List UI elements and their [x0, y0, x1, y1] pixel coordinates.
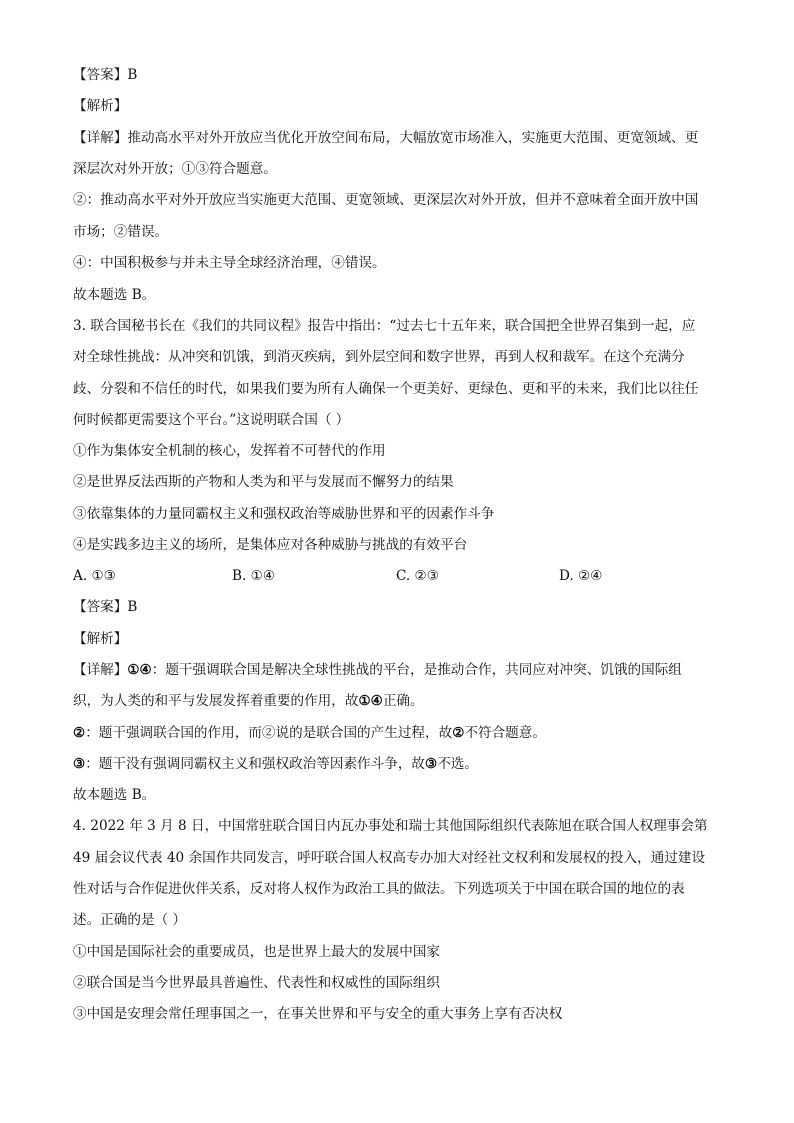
question-stem: 3. 联合国秘书长在《我们的共同议程》报告中指出：“过去七十五年来，联合国把全世界召集到一起，应 — [73, 318, 696, 334]
explanation-text: ：题干没有强调同霸权主义和强权政治等因素作斗争，故 — [85, 756, 426, 772]
explanation-line: 深层次对外开放；①③符合题意。 — [73, 161, 277, 177]
question-stem: 4. 2022 年 3 月 8 日，中国常驻联合国日内瓦办事处和瑞士其他国际组织代表陈旭在联合国人权理事会第 — [73, 818, 708, 834]
question-stem: 歧、分裂和不信任的时代，如果我们要为所有人确保一个更美好、更绿色、更和平的未来，我们比以往任 — [73, 381, 699, 397]
bold-marker: ①④ — [127, 662, 152, 678]
explanation-text: 织，为人类的和平与发展发挥着重要的作用，故 — [73, 693, 359, 709]
explanation-text: 不选。 — [437, 756, 478, 772]
bold-marker: ② — [73, 725, 86, 741]
bold-marker: ③ — [425, 756, 438, 772]
question-stem: 述。正确的是（ ） — [73, 912, 187, 928]
explanation-line: 市场；②错误。 — [73, 224, 169, 240]
detail-tag: 【详解】 — [73, 130, 128, 146]
bold-marker: ② — [452, 725, 465, 741]
statement-item: ④是实践多边主义的场所，是集体应对各种威胁与挑战的有效平台 — [73, 537, 468, 553]
explanation-text: ：题干强调联合国是解决全球性挑战的平台，是推动合作，共同应对冲突、饥饿的国际组 — [151, 662, 682, 678]
question-stem: 49 届会议代表 40 余国作共同发言，呼吁联合国人权高专办加大对经社文权利和发展权的投入，通过建设 — [73, 850, 706, 866]
option-b: B. ①④ — [232, 568, 276, 584]
bold-marker: ①④ — [358, 693, 383, 709]
bold-marker: ③ — [73, 756, 86, 772]
explanation-line — [73, 724, 723, 742]
explanation-line — [73, 755, 723, 773]
question-stem: 性对话与合作促进伙伴关系，反对将人权作为政治工具的做法。下列选项关于中国在联合国的地位的表 — [73, 881, 685, 897]
statement-item: ②是世界反法西斯的产物和人类为和平与发展而不懈努力的结果 — [73, 474, 454, 490]
explanation-text: 不符合题意。 — [464, 725, 546, 741]
statement-item: ③中国是安理会常任理事国之一，在事关世界和平与安全的重大事务上享有否决权 — [73, 1006, 563, 1022]
explanation-text: ：题干强调联合国的作用，而②说的是联合国的产生过程，故 — [85, 725, 453, 741]
explanation-line — [73, 129, 723, 147]
explanation-line — [73, 692, 723, 710]
question-stem: 何时候都更需要这个平台。”这说明联合国（ ） — [73, 412, 350, 428]
explanation-text: 推动高水平对外开放应当优化开放空间布局，大幅放宽市场准入，实施更大范围、更宽领域、更 — [127, 130, 699, 146]
statement-item: ③依靠集体的力量同霸权主义和强权政治等威胁世界和平的因素作斗争 — [73, 506, 495, 522]
explanation-line: ④：中国积极参与并未主导全球经济治理，④错误。 — [73, 255, 386, 271]
answer-label: 【答案】B — [73, 67, 138, 83]
option-c: C. ②③ — [396, 568, 439, 584]
explanation-line — [73, 661, 723, 679]
option-d: D. ②④ — [559, 568, 603, 584]
answer-label: 【答案】B — [73, 599, 138, 615]
statement-item: ①中国是国际社会的重要成员，也是世界上最大的发展中国家 — [73, 944, 441, 960]
option-a: A. ①③ — [73, 568, 116, 584]
explanation-line: ②：推动高水平对外开放应当实施更大范围、更宽领域、更深层次对外开放，但并不意味着全面开放中国 — [73, 192, 699, 208]
statement-item: ①作为集体安全机制的核心，发挥着不可替代的作用 — [73, 443, 386, 459]
detail-tag: 【详解】 — [73, 662, 128, 678]
analysis-label: 【解析】 — [73, 631, 128, 647]
analysis-label: 【解析】 — [73, 98, 128, 114]
question-stem: 对全球性挑战：从冲突和饥饿，到消灭疾病，到外层空间和数字世界，再到人权和裁军。在这个充满分 — [73, 349, 685, 365]
statement-item: ②联合国是当今世界最具普遍性、代表性和权威性的国际组织 — [73, 975, 441, 991]
explanation-text: 正确。 — [382, 693, 424, 709]
conclusion-line: 故本题选 B。 — [73, 287, 156, 303]
conclusion-line: 故本题选 B。 — [73, 787, 156, 803]
